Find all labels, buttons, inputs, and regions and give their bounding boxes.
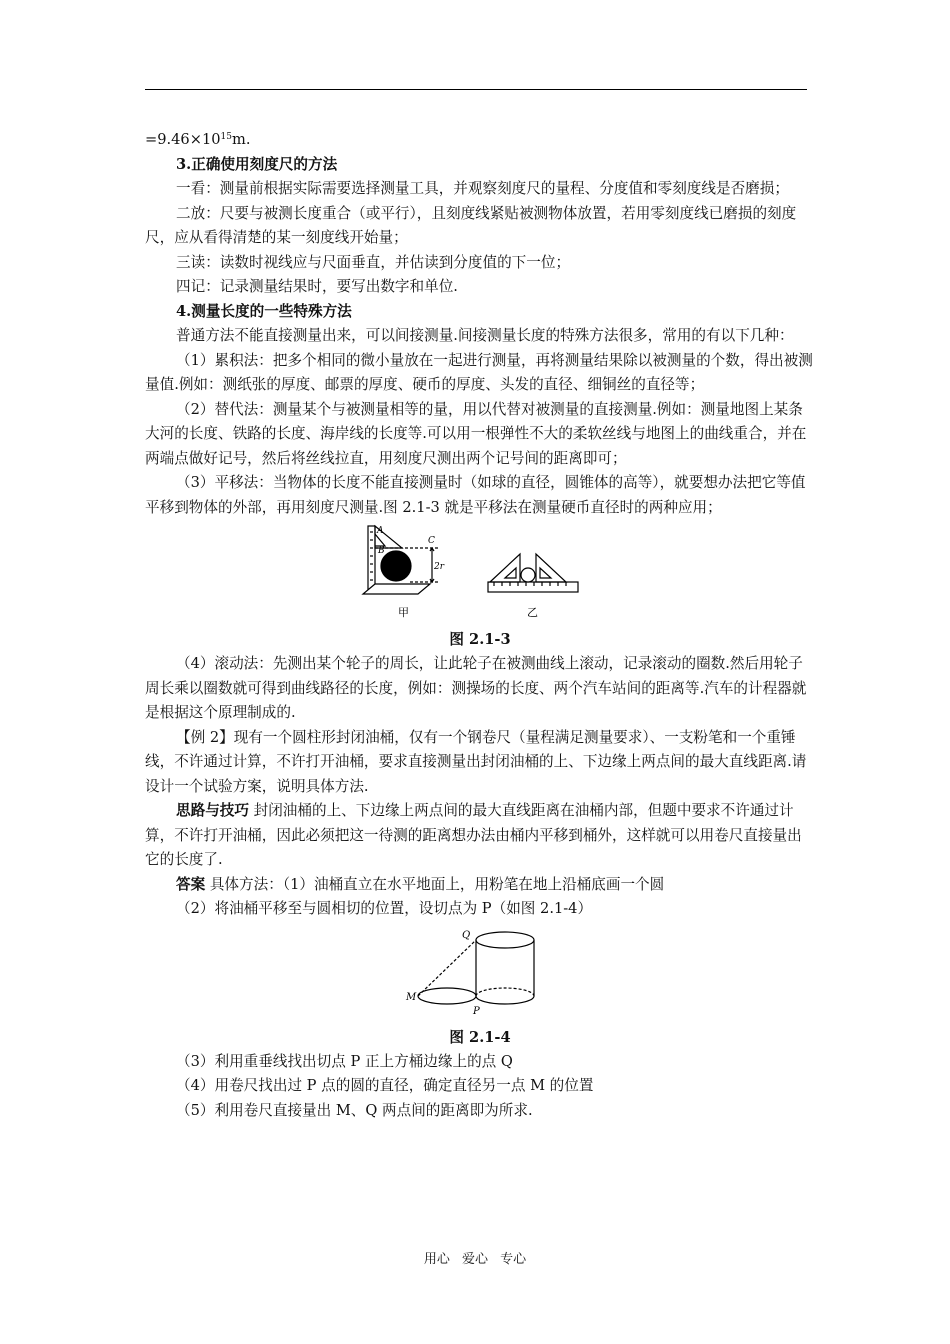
answer-step-1 — [145, 873, 815, 898]
label-q: Q — [462, 929, 471, 941]
section3-heading: 3.正确使用刻度尺的方法 — [176, 155, 338, 173]
section4-heading: 4.测量长度的一些特殊方法 — [176, 302, 352, 320]
section3-step-look: 一看：测量前根据实际需要选择测量工具，并观察刻度尺的量程、分度值和零刻度线是否磨损； — [176, 180, 789, 197]
method-rolling: （4）滚动法：先测出某个轮子的周长，让此轮子在被测曲线上滚动，记录滚动的圈数.然后用轮子周长乘以圈数就可得到曲线路径的长度，例如：测操场的长度、两个汽车站间的距离等.汽车的计程器就是根据这个原理制成的. — [145, 655, 807, 721]
example-2-tag: 【例 2】 — [176, 728, 234, 746]
answer-step-2: （2）将油桶平移至与圆相切的位置，设切点为 P（如图 2.1-4） — [176, 900, 593, 917]
example-2-text: 现有一个圆柱形封闭油桶，仅有一个钢卷尺（量程满足测量要求）、一支粉笔和一个重锤线，不许通过计算，不许打开油桶，要求直接测量出封闭油桶的上、下边缘上两点间的最大直线距离.请设计一个试验方案，说明具体方法. — [145, 728, 807, 795]
figure-jia — [363, 526, 438, 594]
result-line — [145, 128, 815, 153]
figure-2-1-3 — [145, 524, 815, 628]
thinking-label: 思路与技巧 — [176, 802, 249, 819]
figure-2-1-4-drawing — [400, 926, 560, 1018]
footer-word-1: 用心 — [423, 1252, 450, 1267]
section3-step-read: 三读：读数时视线应与尺面垂直，并估读到分度值的下一位； — [176, 253, 571, 271]
result-prefix: =9.46×10 — [145, 131, 221, 148]
answer-step-3: （3）利用重垂线找出切点 P 正上方桶边缘上的点 Q — [176, 1052, 513, 1070]
figure-2-1-4-caption: 图 2.1-4 — [449, 1028, 511, 1046]
label-yi: 乙 — [527, 606, 538, 619]
cylinder-and-circle — [418, 929, 534, 1004]
answer-label: 答案 — [176, 875, 206, 893]
answer-step-1-text: 具体方法：（1）油桶直立在水平地面上，用粉笔在地上沿桶底画一个圆 — [205, 875, 665, 893]
page-footer — [0, 1248, 950, 1267]
figure-2-1-3-caption: 图 2.1-3 — [449, 631, 511, 648]
label-2r: 2r — [434, 562, 445, 572]
figure-yi — [488, 554, 578, 592]
footer-word-3: 专心 — [500, 1252, 527, 1267]
thinking-tips — [145, 799, 815, 873]
answer-step-4: （4）用卷尺找出过 P 点的圆的直径，确定直径另一点 M 的位置 — [176, 1077, 594, 1094]
section3-step-record: 四记：记录测量结果时，要写出数字和单位. — [176, 278, 458, 295]
document-body — [145, 128, 815, 1123]
label-p: P — [473, 1005, 480, 1017]
thinking-text: 封闭油桶的上、下边缘上两点间的最大直线距离在油桶内部，但题中要求不许通过计算，不许打开油桶，因此必须把这一待测的距离想办法由桶内平移到桶外，这样就可以用卷尺直接量出它的长度了. — [145, 802, 802, 868]
result-suffix: m. — [231, 131, 251, 148]
example-2 — [145, 726, 815, 800]
figure-2-1-4 — [145, 926, 815, 1022]
method-substitution: （2）替代法：测量某个与被测量相等的量，用以代替对被测量的直接测量.例如：测量地图上某条大河的长度、铁路的长度、海岸线的长度等.可以用一根弹性不大的柔软丝线与地图上的曲线重合，并在两端点做好记号，然后将丝线拉直，用刻度尺测出两个记号间的距离即可； — [145, 400, 807, 467]
section3-step-place: 二放：尺要与被测长度重合（或平行），且刻度线紧贴被测物体放置，若用零刻度线已磨损的刻度尺，应从看得清楚的某一刻度线开始量； — [145, 204, 797, 246]
label-m: M — [406, 991, 417, 1003]
label-c: C — [428, 536, 435, 546]
section4-intro: 普通方法不能直接测量出来，可以间接测量.间接测量长度的特殊方法很多，常用的有以下几种： — [176, 327, 794, 344]
footer-word-2: 爱心 — [461, 1252, 488, 1267]
label-jia: 甲 — [398, 606, 409, 619]
result-exponent: 15 — [220, 132, 232, 142]
method-accumulation: （1）累积法：把多个相同的微小量放在一起进行测量，再将测量结果除以被测量的个数，得出被测量值.例如：测纸张的厚度、邮票的厚度、硬币的厚度、头发的直径、细铜丝的直径等； — [145, 351, 813, 393]
label-b: B — [378, 546, 385, 556]
figure-2-1-3-drawing — [360, 524, 600, 624]
header-rule — [145, 89, 807, 90]
answer-step-5: （5）利用卷尺直接量出 M、Q 两点间的距离即为所求. — [176, 1101, 533, 1119]
label-a: A — [377, 526, 384, 536]
method-translation: （3）平移法：当物体的长度不能直接测量时（如球的直径，圆锥体的高等），就要想办法把它等值平移到物体的外部，再用刻度尺测量.图 2.1-3 就是平移法在测量硬币直径时的两种应用； — [145, 474, 806, 516]
